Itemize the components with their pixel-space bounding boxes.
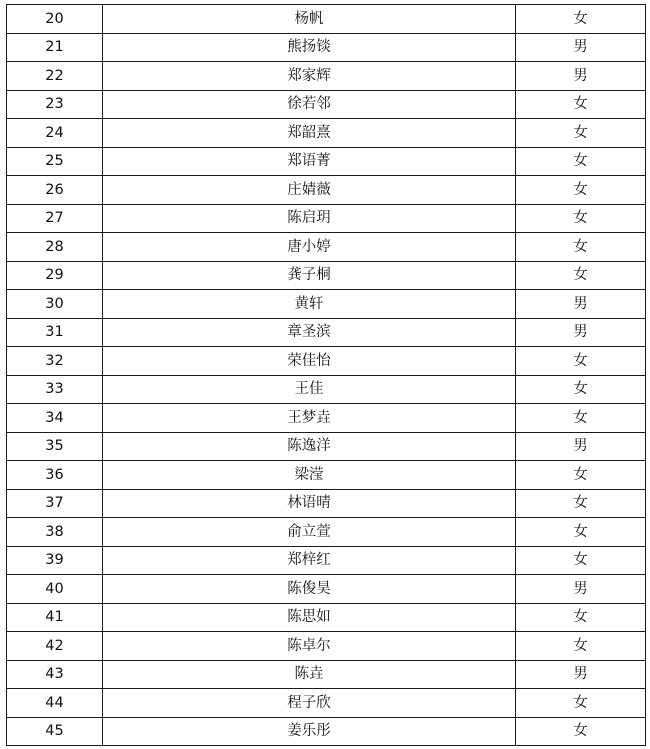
gender-cell: 女 (516, 90, 646, 119)
row-number-cell: 31 (7, 318, 103, 347)
gender-cell: 女 (516, 233, 646, 262)
row-number-cell: 30 (7, 290, 103, 319)
table-row (7, 33, 646, 62)
row-number-cell: 43 (7, 660, 103, 689)
gender-cell: 男 (516, 660, 646, 689)
gender-cell: 女 (516, 461, 646, 490)
student-name-cell: 郑家辉 (103, 62, 516, 91)
table-row (7, 717, 646, 746)
table-row (7, 119, 646, 148)
row-number-cell: 20 (7, 5, 103, 34)
table-row (7, 461, 646, 490)
student-name-cell: 程子欣 (103, 689, 516, 718)
gender-cell: 女 (516, 518, 646, 547)
row-number-cell: 25 (7, 147, 103, 176)
row-number-cell: 36 (7, 461, 103, 490)
table-row (7, 689, 646, 718)
gender-cell: 女 (516, 404, 646, 433)
student-name-cell: 陈思如 (103, 603, 516, 632)
table-row (7, 204, 646, 233)
gender-cell: 男 (516, 432, 646, 461)
row-number-cell: 33 (7, 375, 103, 404)
student-name-cell: 郑梓红 (103, 546, 516, 575)
table-row (7, 176, 646, 205)
table-row (7, 432, 646, 461)
student-name-cell: 唐小婷 (103, 233, 516, 262)
student-name-cell: 林语晴 (103, 489, 516, 518)
student-name-cell: 郑韶熹 (103, 119, 516, 148)
student-name-cell: 熊扬锬 (103, 33, 516, 62)
gender-cell: 女 (516, 632, 646, 661)
row-number-cell: 44 (7, 689, 103, 718)
gender-cell: 女 (516, 5, 646, 34)
student-name-cell: 陈逸洋 (103, 432, 516, 461)
student-name-cell: 陈卓尔 (103, 632, 516, 661)
student-name-cell: 陈启玥 (103, 204, 516, 233)
table-row (7, 290, 646, 319)
table-row (7, 318, 646, 347)
gender-cell: 女 (516, 489, 646, 518)
row-number-cell: 41 (7, 603, 103, 632)
table-row (7, 660, 646, 689)
row-number-cell: 39 (7, 546, 103, 575)
roster-table-body (7, 5, 646, 746)
row-number-cell: 26 (7, 176, 103, 205)
table-row (7, 575, 646, 604)
gender-cell: 女 (516, 603, 646, 632)
table-row (7, 404, 646, 433)
student-name-cell: 庄婧薇 (103, 176, 516, 205)
table-row (7, 518, 646, 547)
row-number-cell: 22 (7, 62, 103, 91)
row-number-cell: 45 (7, 717, 103, 746)
student-name-cell: 杨帆 (103, 5, 516, 34)
gender-cell: 女 (516, 261, 646, 290)
table-row (7, 347, 646, 376)
student-name-cell: 姜乐彤 (103, 717, 516, 746)
table-row (7, 375, 646, 404)
student-name-cell: 陈垚 (103, 660, 516, 689)
row-number-cell: 24 (7, 119, 103, 148)
gender-cell: 女 (516, 147, 646, 176)
table-row (7, 90, 646, 119)
table-row (7, 233, 646, 262)
student-name-cell: 梁滢 (103, 461, 516, 490)
gender-cell: 男 (516, 33, 646, 62)
row-number-cell: 29 (7, 261, 103, 290)
gender-cell: 女 (516, 176, 646, 205)
table-row (7, 489, 646, 518)
table-row (7, 632, 646, 661)
row-number-cell: 40 (7, 575, 103, 604)
table-row (7, 546, 646, 575)
row-number-cell: 42 (7, 632, 103, 661)
row-number-cell: 27 (7, 204, 103, 233)
row-number-cell: 23 (7, 90, 103, 119)
gender-cell: 女 (516, 347, 646, 376)
table-row (7, 62, 646, 91)
student-name-cell: 王佳 (103, 375, 516, 404)
row-number-cell: 34 (7, 404, 103, 433)
gender-cell: 男 (516, 575, 646, 604)
row-number-cell: 28 (7, 233, 103, 262)
student-name-cell: 章圣滨 (103, 318, 516, 347)
table-row (7, 147, 646, 176)
table-row (7, 261, 646, 290)
table-row (7, 5, 646, 34)
row-number-cell: 38 (7, 518, 103, 547)
student-name-cell: 龚子桐 (103, 261, 516, 290)
student-name-cell: 徐若邻 (103, 90, 516, 119)
gender-cell: 男 (516, 290, 646, 319)
student-name-cell: 陈俊昊 (103, 575, 516, 604)
student-name-cell: 黄轩 (103, 290, 516, 319)
gender-cell: 女 (516, 546, 646, 575)
row-number-cell: 32 (7, 347, 103, 376)
student-roster-table (6, 4, 646, 746)
row-number-cell: 35 (7, 432, 103, 461)
table-row (7, 603, 646, 632)
student-name-cell: 荣佳怡 (103, 347, 516, 376)
gender-cell: 女 (516, 204, 646, 233)
gender-cell: 女 (516, 119, 646, 148)
student-name-cell: 郑语菁 (103, 147, 516, 176)
gender-cell: 女 (516, 375, 646, 404)
gender-cell: 男 (516, 318, 646, 347)
gender-cell: 女 (516, 717, 646, 746)
student-name-cell: 俞立萱 (103, 518, 516, 547)
gender-cell: 女 (516, 689, 646, 718)
row-number-cell: 21 (7, 33, 103, 62)
gender-cell: 男 (516, 62, 646, 91)
student-name-cell: 王梦垚 (103, 404, 516, 433)
row-number-cell: 37 (7, 489, 103, 518)
